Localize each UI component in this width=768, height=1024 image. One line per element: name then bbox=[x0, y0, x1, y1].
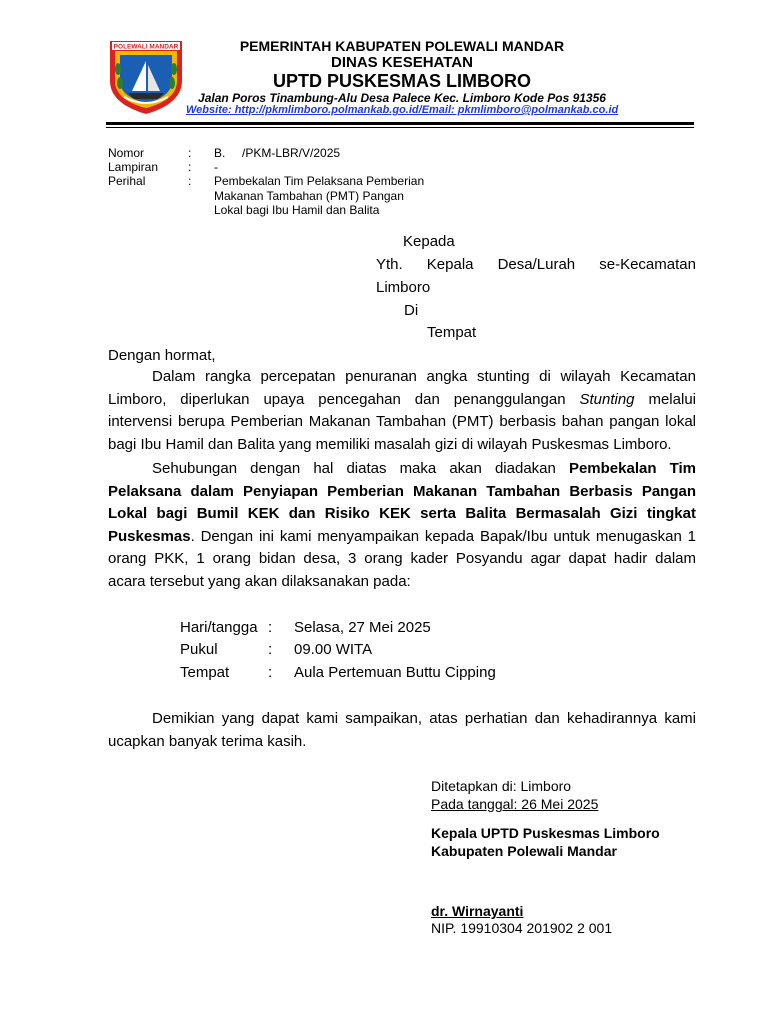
recipient-tempat: Tempat bbox=[427, 324, 477, 341]
paragraph-2-line: Lokal bagi Bumil KEK dan Risiko KEK serta Balita Bermasalah Gizi tingkat bbox=[108, 505, 696, 522]
closing-line: Demikian yang dapat kami sampaikan, atas perhatian dan kehadirannya kami bbox=[152, 710, 696, 727]
paragraph-1-line: Dalam rangka percepatan penuranan angka stunting di wilayah Kecamatan bbox=[152, 368, 696, 385]
paragraph-1 bbox=[108, 366, 696, 456]
lampiran-value: - bbox=[214, 160, 218, 174]
paragraph-2-line bbox=[108, 458, 696, 481]
bold-run: Pembekalan Tim bbox=[568, 460, 696, 477]
recipient-di: Di bbox=[404, 302, 419, 319]
detail-value: Aula Pertemuan Buttu Cipping bbox=[294, 664, 496, 681]
nomor-label: Nomor bbox=[108, 146, 145, 160]
gov-title: PEMERINTAH KABUPATEN POLEWALI MANDAR bbox=[239, 38, 565, 54]
sign-nama: dr. Wirnayanti bbox=[431, 903, 524, 919]
recipient-kepada: Kepada bbox=[403, 233, 455, 250]
logo-text: POLEWALI MANDAR bbox=[113, 43, 179, 51]
paragraph-2-line bbox=[108, 526, 696, 549]
letterhead-divider-thick bbox=[106, 122, 694, 125]
sign-jabatan-1: Kepala UPTD Puskesmas Limboro bbox=[431, 825, 660, 841]
recipient-word: se-Kecamatan bbox=[599, 256, 696, 273]
detail-label: Tempat bbox=[180, 664, 230, 681]
italic-term-stunting: Stunting bbox=[579, 390, 635, 408]
bold-run: Puskesmas bbox=[108, 527, 191, 545]
colon: : bbox=[188, 174, 192, 188]
meta-lampiran bbox=[108, 160, 218, 174]
text-run: . Dengan ini kami menyampaikan kepada Bapak/Ibu untuk menugaskan 1 bbox=[190, 527, 696, 545]
recipient-word: Desa/Lurah bbox=[497, 256, 576, 273]
detail-label: Hari/tangga bbox=[180, 619, 258, 636]
detail-colon: : bbox=[268, 664, 273, 681]
text-run: Sehubungan dengan hal diatas maka akan diadakan bbox=[152, 460, 569, 477]
sign-jabatan-2: Kabupaten Polewali Mandar bbox=[431, 843, 617, 859]
letterhead-website-link[interactable]: Website: http://pkmlimboro.polmankab.go.id/Email: pkmlimboro@polmankab.co.id bbox=[186, 104, 619, 116]
detail-row-date bbox=[180, 619, 580, 639]
perihal-line-2: Makanan Tambahan (PMT) Pangan bbox=[214, 189, 404, 203]
perihal-line-1: Pembekalan Tim Pelaksana Pemberian bbox=[214, 174, 425, 188]
lampiran-label: Lampiran bbox=[108, 160, 159, 174]
perihal-label: Perihal bbox=[108, 174, 146, 188]
paragraph-2-line: orang PKK, 1 orang bidan desa, 3 orang kader Posyandu agar dapat hadir dalam bbox=[108, 550, 696, 567]
sign-ditetapkan: Ditetapkan di: Limboro bbox=[431, 778, 572, 794]
detail-value: 09.00 WITA bbox=[294, 641, 373, 658]
detail-row-place bbox=[180, 664, 580, 684]
paragraph-1-line: bagi Ibu Hamil dan Balita yang memiliki masalah gizi di wilayah Puskesmas Limboro. bbox=[108, 435, 672, 453]
colon: : bbox=[188, 146, 192, 160]
meta-perihal bbox=[108, 174, 425, 188]
paragraph-1-line: intervensi berupa Pemberian Makanan Tambahan (PMT) berbasis bahan pangan lokal bbox=[108, 413, 696, 430]
detail-colon: : bbox=[268, 641, 273, 658]
paragraph-2-line: acara tersebut yang akan dilaksanakan pada: bbox=[108, 572, 411, 590]
text-run: melalui bbox=[634, 390, 696, 408]
letterhead-address: Jalan Poros Tinambung-Alu Desa Palece Kec. Limboro Kode Pos 91356 bbox=[198, 91, 606, 105]
letterhead-divider-thin bbox=[106, 127, 694, 128]
perihal-line-3: Lokal bagi Ibu Hamil dan Balita bbox=[214, 203, 380, 217]
colon: : bbox=[188, 160, 192, 174]
closing-line: ucapkan banyak terima kasih. bbox=[108, 732, 307, 750]
paragraph-2-line: Pelaksana dalam Penyiapan Pemberian Makanan Tambahan Berbasis Pangan bbox=[108, 482, 696, 500]
institution-title: UPTD PUSKESMAS LIMBORO bbox=[272, 71, 531, 91]
sign-nip: NIP. 19910304 201902 2 001 bbox=[431, 920, 613, 936]
detail-colon: : bbox=[268, 619, 273, 636]
detail-label: Pukul bbox=[180, 641, 218, 658]
recipient-line-1 bbox=[376, 256, 696, 273]
recipient-word: Kepala bbox=[426, 256, 474, 273]
paragraph-2 bbox=[108, 458, 696, 593]
nomor-value: B. /PKM-LBR/V/2025 bbox=[214, 146, 341, 160]
detail-value: Selasa, 27 Mei 2025 bbox=[294, 619, 431, 636]
paragraph-1-line bbox=[108, 389, 696, 412]
greeting: Dengan hormat, bbox=[108, 347, 216, 364]
text-run: Limboro, diperlukan upaya pencegahan dan penanggulangan bbox=[108, 390, 580, 408]
meta-nomor bbox=[108, 146, 341, 160]
detail-row-time bbox=[180, 641, 580, 661]
recipient-line-2: Limboro bbox=[376, 279, 431, 296]
dept-title: DINAS KESEHATAN bbox=[331, 54, 473, 71]
sign-tanggal: Pada tanggal: 26 Mei 2025 bbox=[431, 796, 599, 812]
polewali-mandar-emblem-logo bbox=[106, 39, 186, 115]
recipient-word: Yth. bbox=[376, 256, 403, 273]
closing-paragraph bbox=[108, 708, 696, 753]
